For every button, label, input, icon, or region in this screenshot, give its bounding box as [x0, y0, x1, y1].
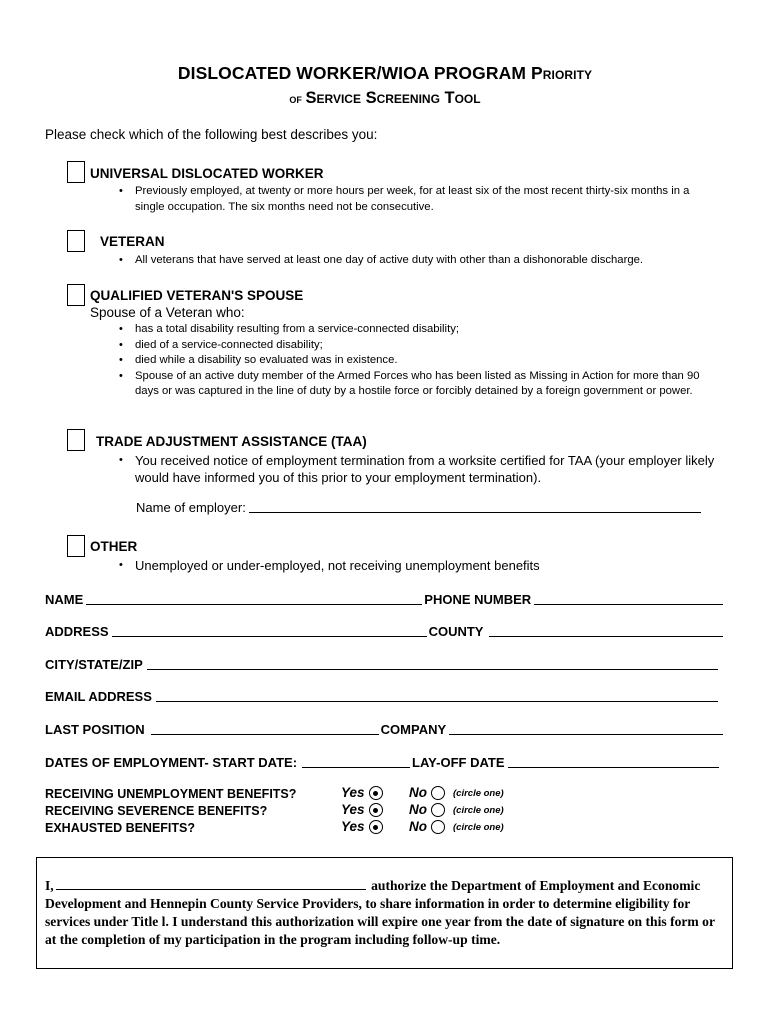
question-exhausted	[45, 819, 195, 836]
dates-row	[45, 753, 721, 770]
severance-no[interactable]: No (circle one)	[409, 802, 504, 817]
company-input-line[interactable]	[449, 722, 723, 735]
spouse-subheading: Spouse of a Veteran who:	[90, 305, 245, 320]
city-input-line[interactable]	[147, 657, 718, 670]
phone-label: PHONE NUMBER	[424, 592, 532, 607]
city-label: CITY/STATE/ZIP	[45, 657, 143, 672]
last-position-input-line[interactable]	[151, 722, 379, 735]
address-label: ADDRESS	[45, 624, 109, 639]
phone-input-line[interactable]	[534, 592, 723, 605]
question-label: EXHAUSTED BENEFITS?	[45, 820, 196, 835]
employer-input-line[interactable]	[249, 500, 701, 513]
name-label: NAME	[45, 592, 84, 607]
name-input-line[interactable]	[86, 592, 422, 605]
universal-checkbox[interactable]	[67, 161, 85, 183]
employer-label: Name of employer:	[136, 500, 246, 515]
radio-yes-icon[interactable]	[369, 786, 383, 800]
spouse-bullets	[117, 322, 725, 400]
list-item: • died while a disability so evaluated was in existence.	[117, 353, 725, 369]
other-bullets	[117, 557, 717, 574]
veteran-bullets	[117, 253, 737, 269]
authorization-text	[45, 877, 725, 949]
authorization-body: authorize the Department of Employment and Economic Development and Hennepin County Service Providers, to share information in order to determine eligibility for services under Title l. I understand this authorization will expire one year from the date of signature on this form or at the completion of my participation in the program including follow-up time.	[45, 878, 715, 947]
severance-yes[interactable]: Yes	[341, 802, 383, 817]
list-item: • Previously employed, at twenty or more hours per week, for at least six of the most recent thirty-six months in a single occupation. The six months need not be consecutive.	[117, 184, 717, 215]
veteran-heading: VETERAN	[100, 234, 165, 249]
universal-heading: UNIVERSAL DISLOCATED WORKER	[90, 166, 324, 181]
start-date-input-line[interactable]	[302, 755, 410, 768]
spouse-heading: QUALIFIED VETERAN'S SPOUSE	[90, 288, 304, 303]
start-date-label: DATES OF EMPLOYMENT- START DATE:	[45, 755, 298, 770]
layoff-date-label: LAY-OFF DATE	[412, 755, 505, 770]
question-unemployment	[45, 785, 296, 802]
question-severance	[45, 802, 267, 819]
unemployment-no[interactable]: No (circle one)	[409, 785, 504, 800]
list-item: • Unemployed or under-employed, not receiving unemployment benefits	[117, 557, 717, 574]
question-label: RECEIVING UNEMPLOYMENT BENEFITS?	[45, 786, 297, 801]
last-position-label: LAST POSITION	[45, 722, 145, 737]
county-input-line[interactable]	[489, 624, 723, 637]
title-priority: Priority	[530, 63, 593, 83]
email-row	[45, 687, 720, 704]
radio-no-icon[interactable]	[431, 820, 445, 834]
city-row	[45, 655, 720, 672]
email-input-line[interactable]	[156, 689, 718, 702]
list-item: • died of a service-connected disability;	[117, 338, 725, 354]
name-phone-row	[45, 590, 725, 607]
authorization-prefix: I,	[45, 878, 54, 893]
taa-bullets	[117, 452, 729, 486]
taa-heading: TRADE ADJUSTMENT ASSISTANCE (TAA)	[96, 434, 367, 449]
universal-bullets	[117, 184, 717, 215]
form-title-line1: DISLOCATED WORKER/WIOA PROGRAM Priority	[177, 63, 593, 83]
company-label: COMPANY	[380, 722, 447, 737]
employer-field	[136, 500, 703, 515]
list-item: • Spouse of an active duty member of the Armed Forces who has been listed as Missing in Action for more than 90 days or was captured in the line of duty by a hostile force or forcibly detained by a foreign government or power.	[117, 369, 725, 400]
radio-no-icon[interactable]	[431, 803, 445, 817]
taa-checkbox[interactable]	[67, 429, 85, 451]
veteran-checkbox[interactable]	[67, 230, 85, 252]
list-item: • All veterans that have served at least one day of active duty with other than a dishonorable discharge.	[117, 253, 737, 269]
unemployment-yes[interactable]: Yes	[341, 785, 383, 800]
spouse-checkbox[interactable]	[67, 284, 85, 306]
radio-no-icon[interactable]	[431, 786, 445, 800]
intro-text: Please check which of the following best describes you:	[45, 127, 378, 142]
exhausted-no[interactable]: No (circle one)	[409, 819, 504, 834]
address-county-row	[45, 622, 725, 639]
list-item: • has a total disability resulting from a service-connected disability;	[117, 322, 725, 338]
exhausted-yes[interactable]: Yes	[341, 819, 383, 834]
layoff-date-input-line[interactable]	[508, 755, 720, 768]
other-heading: OTHER	[90, 539, 138, 554]
other-checkbox[interactable]	[67, 535, 85, 557]
county-label: COUNTY	[428, 624, 484, 639]
question-label: RECEIVING SEVERENCE BENEFITS?	[45, 803, 268, 818]
authorization-name-line[interactable]	[56, 879, 366, 890]
list-item: • You received notice of employment termination from a worksite certified for TAA (your employer likely would have informed you of this prior to your employment termination).	[117, 452, 729, 486]
address-input-line[interactable]	[112, 624, 427, 637]
radio-yes-icon[interactable]	[369, 820, 383, 834]
form-title-line2: of Service Screening Tool	[289, 89, 481, 107]
radio-yes-icon[interactable]	[369, 803, 383, 817]
email-label: EMAIL ADDRESS	[45, 689, 152, 704]
position-company-row	[45, 720, 725, 737]
